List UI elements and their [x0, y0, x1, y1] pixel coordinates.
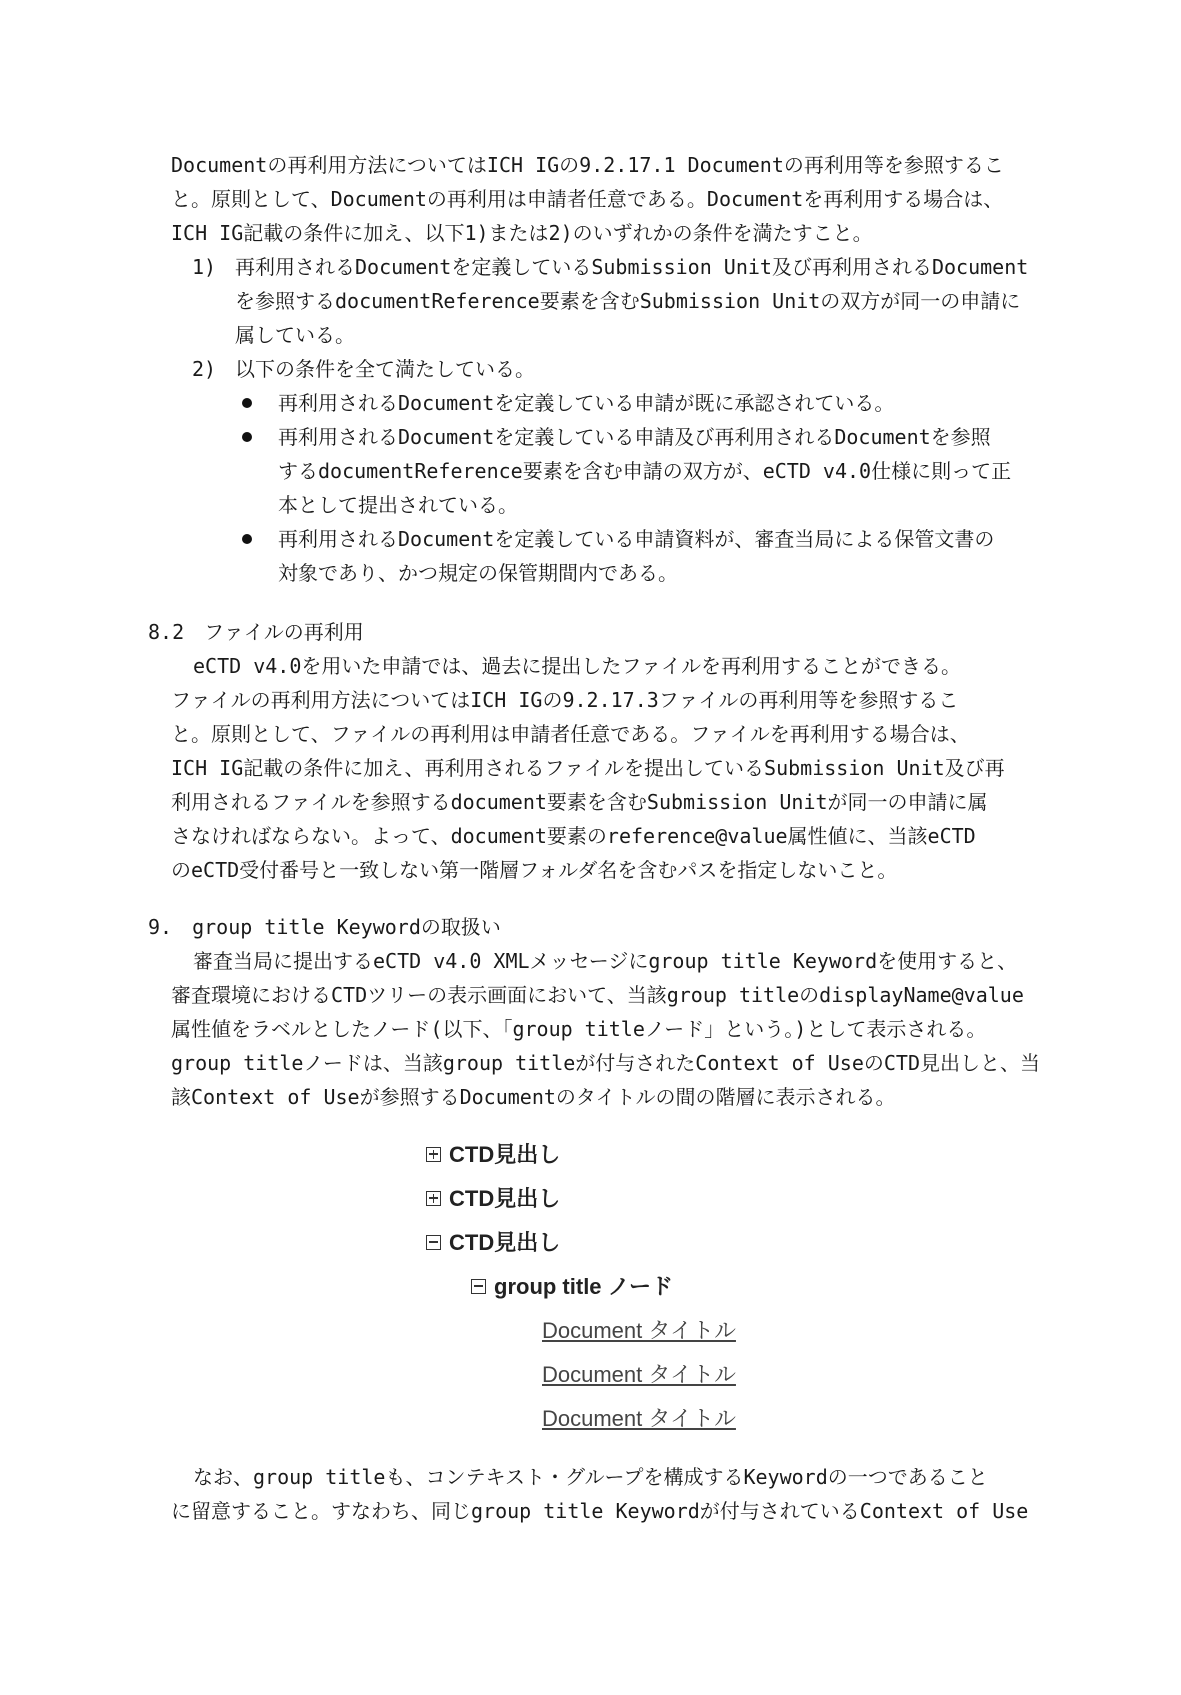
- condition-number: 2): [192, 357, 217, 381]
- text-line: なお、group titleも、コンテキスト・グループを構成するKeywordの一つであること: [193, 1465, 988, 1489]
- tree-node-ctd-heading: [426, 1184, 560, 1214]
- text-line: ICH IG記載の条件に加え、以下1)または2)のいずれかの条件を満たすこと。: [171, 221, 873, 245]
- text-line: 以下の条件を全て満たしている。: [235, 357, 535, 381]
- section-8-2-heading: 8.2 ファイルの再利用: [148, 620, 364, 644]
- text-line: 再利用されるDocumentを定義している申請及び再利用されるDocumentを参照: [278, 425, 991, 449]
- tree-node-label: CTD見出し: [449, 1142, 561, 1167]
- condition-text: [235, 352, 535, 386]
- text-line: するdocumentReference要素を含む申請の双方が、eCTD v4.0仕様に則って正: [278, 459, 1012, 483]
- text-line: 本として提出されている。: [278, 493, 518, 517]
- tree-node-ctd-heading: [426, 1228, 560, 1258]
- text-line: ICH IG記載の条件に加え、再利用されるファイルを提出しているSubmission Unit及び再: [171, 756, 1005, 780]
- text-line: 再利用されるDocumentを定義している申請が既に承認されている。: [278, 391, 895, 415]
- text-line: 属している。: [235, 323, 355, 347]
- tree-document-title: Document タイトル: [542, 1362, 736, 1387]
- text-line: と。原則として、Documentの再利用は申請者任意である。Documentを再利用する場合は、: [171, 187, 1004, 211]
- closing-paragraph: [171, 1460, 1028, 1528]
- tree-document-title: Document タイトル: [542, 1318, 736, 1343]
- tree-node-label: group title ノード: [494, 1274, 673, 1299]
- text-line: 審査環境におけるCTDツリーの表示画面において、当該group titleのdisplayName@value: [171, 983, 1024, 1007]
- text-line: Documentの再利用方法についてはICH IGの9.2.17.1 Documentの再利用等を参照するこ: [171, 153, 1004, 177]
- section-8-2-paragraph: [171, 649, 1005, 887]
- text-line: と。原則として、ファイルの再利用は申請者任意である。ファイルを再利用する場合は、: [171, 722, 970, 746]
- bullet-dot: [242, 432, 252, 442]
- text-line: group titleノードは、当該group titleが付与されたContext of UseのCTD見出しと、当: [171, 1051, 1040, 1075]
- tree-node-label: CTD見出し: [449, 1186, 561, 1211]
- expand-plus-icon: [426, 1147, 441, 1162]
- ctd-tree-figure: [424, 1140, 754, 1430]
- condition-number: 1): [192, 255, 217, 279]
- text-line: 審査当局に提出するeCTD v4.0 XMLメッセージにgroup title Keywordを使用すると、: [193, 949, 1018, 973]
- text-line: 属性値をラベルとしたノード(以下、「group titleノード」という。)として表示される。: [171, 1017, 987, 1041]
- text-line: eCTD v4.0を用いた申請では、過去に提出したファイルを再利用することができる。: [193, 654, 961, 678]
- bullet-dot: [242, 534, 252, 544]
- text-line: を参照するdocumentReference要素を含むSubmission Unitの双方が同一の申請に: [235, 289, 1021, 313]
- text-line: ファイルの再利用方法についてはICH IGの9.2.17.3ファイルの再利用等を参照するこ: [171, 688, 959, 712]
- text-line: に留意すること。すなわち、同じgroup title Keywordが付与されているContext of Use: [171, 1499, 1029, 1523]
- text-line: のeCTD受付番号と一致しない第一階層フォルダ名を含むパスを指定しないこと。: [171, 858, 898, 882]
- expand-plus-icon: [426, 1191, 441, 1206]
- text-line: 再利用されるDocumentを定義しているSubmission Unit及び再利用されるDocument: [235, 255, 1029, 279]
- bullet-dot: [242, 398, 252, 408]
- text-line: 該Context of Useが参照するDocumentのタイトルの間の階層に表示される。: [171, 1085, 896, 1109]
- text-line: 利用されるファイルを参照するdocument要素を含むSubmission Unitが同一の申請に属: [171, 790, 988, 814]
- condition-text: [235, 250, 1028, 352]
- intro-paragraph: [171, 148, 1031, 250]
- section-9-heading: 9. group title Keywordの取扱い: [148, 915, 501, 939]
- collapse-minus-icon: [471, 1279, 486, 1294]
- tree-node-ctd-heading: [426, 1140, 560, 1170]
- text-line: 再利用されるDocumentを定義している申請資料が、審査当局による保管文書の: [278, 527, 995, 551]
- text-line: 対象であり、かつ規定の保管期間内である。: [278, 561, 678, 585]
- tree-node-group-title: [471, 1272, 673, 1302]
- tree-node-label: CTD見出し: [449, 1230, 561, 1255]
- text-line: さなければならない。よって、document要素のreference@value属性値に、当該eCTD: [171, 824, 976, 848]
- section-9-paragraph: [171, 944, 1040, 1114]
- tree-document-title: Document タイトル: [542, 1406, 736, 1431]
- collapse-minus-icon: [426, 1235, 441, 1250]
